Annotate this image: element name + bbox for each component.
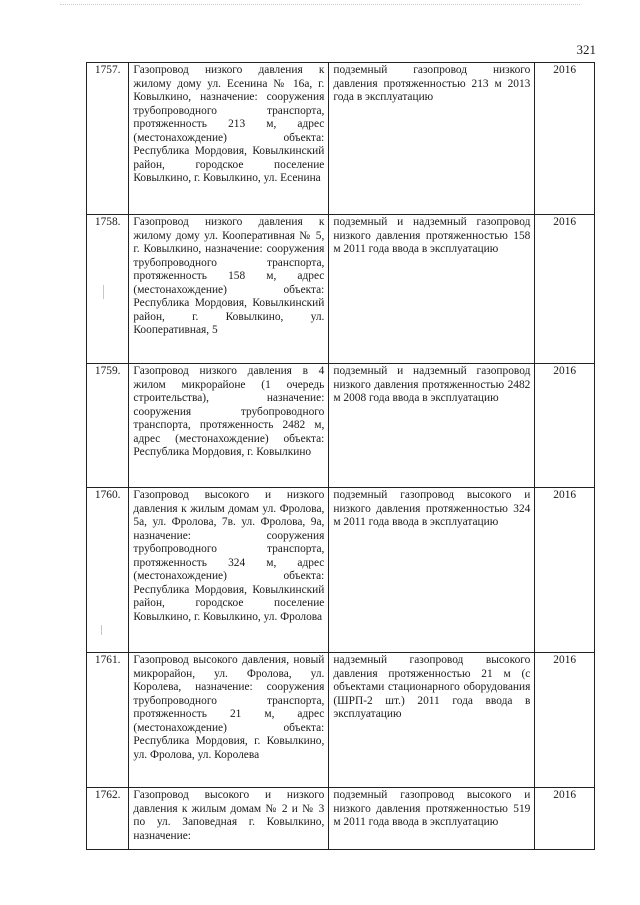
object-description: Газопровод высокого давления, новый микрорайон, ул. Фролова, ул. Королева, назначение: сооружения трубопроводного транспорта, протяженность 21 м, адрес (местонахождение) объекта: Республика Мордовия, г. Ковылкино, ул. Фролова, ул. Королева	[129, 653, 329, 788]
year-cell: 2016	[535, 653, 595, 788]
object-description: Газопровод низкого давления к жилому дому ул. Есенина № 16а, г. Ковылкино, назначение: сооружения трубопроводного транспорта, протяженность 213 м, адрес (местонахождение) объекта: Республика Мордовия, Ковылкинский район, городское поселение Ковылкино, г. Ковылкино, ул. Есенина	[129, 63, 329, 215]
page-number: 321	[576, 42, 596, 57]
table-row	[87, 488, 595, 653]
table-row	[87, 215, 595, 364]
object-characteristics: подземный газопровод высокого и низкого давления протяженностью 324 м 2011 года ввода в эксплуатацию	[329, 488, 535, 653]
row-number: 1760.	[87, 488, 129, 653]
object-characteristics: надземный газопровод высокого давления протяженностью 21 м (с объектами стационарного оборудования (ШРП-2 шт.) 2011 года ввода в эксплуатацию	[329, 653, 535, 788]
row-number: 1758.	[87, 215, 129, 364]
object-characteristics: подземный газопровод низкого давления протяженностью 213 м 2013 года в эксплуатацию	[329, 63, 535, 215]
row-number: 1759.	[87, 364, 129, 488]
object-characteristics: подземный газопровод высокого и низкого давления протяженностью 519 м 2011 года ввода в эксплуатацию	[329, 788, 535, 850]
row-number: 1757.	[87, 63, 129, 215]
object-description: Газопровод низкого давления к жилому дому ул. Кооперативная № 5, г. Ковылкино, назначение: сооружения трубопроводного транспорта, протяженность 158 м, адрес (местонахождение) объекта: Республика Мордовия, Ковылкинский район, г. Ковылкино, ул. Кооперативная, 5	[129, 215, 329, 364]
year-cell: 2016	[535, 63, 595, 215]
object-characteristics: подземный и надземный газопровод низкого давления протяженностью 2482 м 2008 года ввода в эксплуатацию	[329, 364, 535, 488]
object-characteristics: подземный и надземный газопровод низкого давления протяженностью 158 м 2011 года ввода в эксплуатацию	[329, 215, 535, 364]
table-row	[87, 364, 595, 488]
year-cell: 2016	[535, 364, 595, 488]
table-row	[87, 653, 595, 788]
object-description: Газопровод низкого давления в 4 жилом микрорайоне (1 очередь строительства), назначение: сооружения трубопроводного транспорта, протяженность 2482 м, адрес (местонахождение) объекта: Республика Мордовия, г. Ковылкино	[129, 364, 329, 488]
registry-table	[86, 62, 595, 850]
year-cell: 2016	[535, 788, 595, 850]
row-number: 1762.	[87, 788, 129, 850]
row-number: 1761.	[87, 653, 129, 788]
year-cell: 2016	[535, 488, 595, 653]
scan-artifact-line	[60, 4, 580, 11]
year-cell: 2016	[535, 215, 595, 364]
object-description: Газопровод высокого и низкого давления к жилым домам № 2 и № 3 по ул. Заповедная г. Ковылкино, назначение:	[129, 788, 329, 850]
object-description: Газопровод высокого и низкого давления к жилым домам ул. Фролова, 5а, ул. Фролова, 7в. ул. Фролова, 9а, назначение: сооружения трубопроводного транспорта, протяженность 324 м, адрес (местонахождение) объекта: Республика Мордовия, Ковылкинский район, городское поселение Ковылкино, г. Ковылкино, ул. Фролова	[129, 488, 329, 653]
table-row	[87, 63, 595, 215]
table-row	[87, 788, 595, 850]
